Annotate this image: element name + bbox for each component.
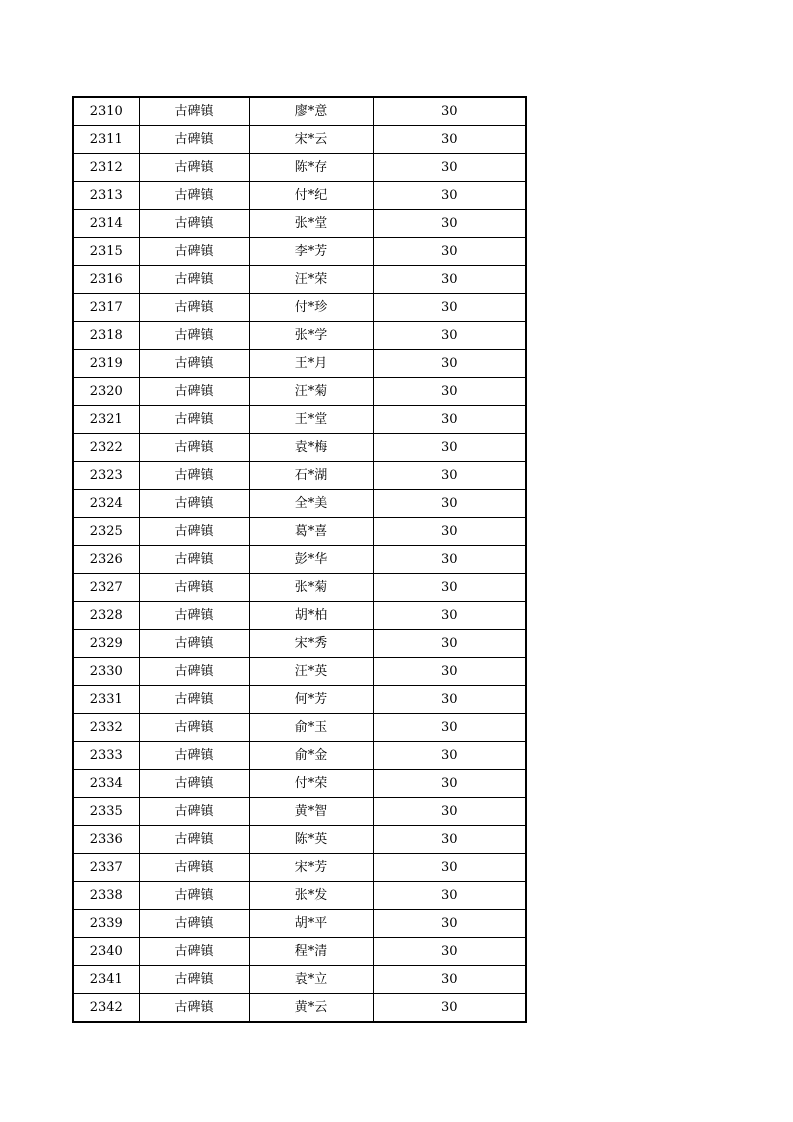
row-number-cell: 2312: [73, 154, 139, 182]
name-cell: 俞*玉: [249, 714, 373, 742]
row-number-cell: 2337: [73, 854, 139, 882]
table-row: [73, 854, 526, 882]
town-cell: 古碑镇: [139, 322, 249, 350]
amount-cell: 30: [373, 294, 526, 322]
amount-cell: 30: [373, 798, 526, 826]
table-row: [73, 126, 526, 154]
table-row: [73, 686, 526, 714]
row-number-cell: 2315: [73, 238, 139, 266]
amount-cell: 30: [373, 490, 526, 518]
town-cell: 古碑镇: [139, 210, 249, 238]
row-number-cell: 2342: [73, 994, 139, 1023]
row-number-cell: 2341: [73, 966, 139, 994]
name-cell: 张*堂: [249, 210, 373, 238]
name-cell: 宋*秀: [249, 630, 373, 658]
town-cell: 古碑镇: [139, 462, 249, 490]
name-cell: 袁*梅: [249, 434, 373, 462]
table-row: [73, 182, 526, 210]
name-cell: 张*学: [249, 322, 373, 350]
town-cell: 古碑镇: [139, 546, 249, 574]
row-number-cell: 2339: [73, 910, 139, 938]
town-cell: 古碑镇: [139, 994, 249, 1023]
name-cell: 胡*平: [249, 910, 373, 938]
table-row: [73, 294, 526, 322]
table-row: [73, 770, 526, 798]
amount-cell: 30: [373, 406, 526, 434]
table-row: [73, 798, 526, 826]
name-cell: 李*芳: [249, 238, 373, 266]
town-cell: 古碑镇: [139, 966, 249, 994]
name-cell: 黄*云: [249, 994, 373, 1023]
row-number-cell: 2323: [73, 462, 139, 490]
amount-cell: 30: [373, 546, 526, 574]
town-cell: 古碑镇: [139, 910, 249, 938]
amount-cell: 30: [373, 126, 526, 154]
name-cell: 廖*意: [249, 97, 373, 126]
name-cell: 宋*云: [249, 126, 373, 154]
name-cell: 葛*喜: [249, 518, 373, 546]
name-cell: 付*荣: [249, 770, 373, 798]
town-cell: 古碑镇: [139, 406, 249, 434]
amount-cell: 30: [373, 742, 526, 770]
table-row: [73, 406, 526, 434]
table-row: [73, 910, 526, 938]
name-cell: 张*发: [249, 882, 373, 910]
amount-cell: 30: [373, 210, 526, 238]
name-cell: 全*美: [249, 490, 373, 518]
town-cell: 古碑镇: [139, 490, 249, 518]
town-cell: 古碑镇: [139, 658, 249, 686]
table-row: [73, 658, 526, 686]
amount-cell: 30: [373, 854, 526, 882]
row-number-cell: 2330: [73, 658, 139, 686]
amount-cell: 30: [373, 602, 526, 630]
row-number-cell: 2325: [73, 518, 139, 546]
town-cell: 古碑镇: [139, 686, 249, 714]
row-number-cell: 2324: [73, 490, 139, 518]
town-cell: 古碑镇: [139, 630, 249, 658]
name-cell: 汪*荣: [249, 266, 373, 294]
table-row: [73, 574, 526, 602]
name-cell: 王*月: [249, 350, 373, 378]
name-cell: 黄*智: [249, 798, 373, 826]
row-number-cell: 2322: [73, 434, 139, 462]
name-cell: 陈*存: [249, 154, 373, 182]
town-cell: 古碑镇: [139, 798, 249, 826]
table-row: [73, 266, 526, 294]
name-cell: 汪*英: [249, 658, 373, 686]
row-number-cell: 2335: [73, 798, 139, 826]
name-cell: 胡*柏: [249, 602, 373, 630]
table-row: [73, 490, 526, 518]
town-cell: 古碑镇: [139, 770, 249, 798]
data-table: [72, 96, 527, 1023]
name-cell: 俞*金: [249, 742, 373, 770]
amount-cell: 30: [373, 238, 526, 266]
name-cell: 王*堂: [249, 406, 373, 434]
name-cell: 程*清: [249, 938, 373, 966]
amount-cell: 30: [373, 882, 526, 910]
row-number-cell: 2314: [73, 210, 139, 238]
table-row: [73, 994, 526, 1023]
table-row: [73, 714, 526, 742]
amount-cell: 30: [373, 434, 526, 462]
amount-cell: 30: [373, 322, 526, 350]
table-row: [73, 210, 526, 238]
amount-cell: 30: [373, 462, 526, 490]
row-number-cell: 2317: [73, 294, 139, 322]
town-cell: 古碑镇: [139, 154, 249, 182]
name-cell: 宋*芳: [249, 854, 373, 882]
table-row: [73, 602, 526, 630]
amount-cell: 30: [373, 714, 526, 742]
row-number-cell: 2310: [73, 97, 139, 126]
row-number-cell: 2340: [73, 938, 139, 966]
amount-cell: 30: [373, 966, 526, 994]
town-cell: 古碑镇: [139, 182, 249, 210]
row-number-cell: 2321: [73, 406, 139, 434]
amount-cell: 30: [373, 182, 526, 210]
table-row: [73, 966, 526, 994]
amount-cell: 30: [373, 770, 526, 798]
row-number-cell: 2318: [73, 322, 139, 350]
table-row: [73, 350, 526, 378]
name-cell: 付*纪: [249, 182, 373, 210]
amount-cell: 30: [373, 266, 526, 294]
name-cell: 彭*华: [249, 546, 373, 574]
amount-cell: 30: [373, 378, 526, 406]
row-number-cell: 2333: [73, 742, 139, 770]
amount-cell: 30: [373, 826, 526, 854]
table-row: [73, 938, 526, 966]
table-row: [73, 630, 526, 658]
amount-cell: 30: [373, 574, 526, 602]
table-row: [73, 462, 526, 490]
table-body: [73, 97, 526, 1022]
row-number-cell: 2329: [73, 630, 139, 658]
table-row: [73, 238, 526, 266]
town-cell: 古碑镇: [139, 826, 249, 854]
row-number-cell: 2328: [73, 602, 139, 630]
town-cell: 古碑镇: [139, 378, 249, 406]
row-number-cell: 2319: [73, 350, 139, 378]
row-number-cell: 2327: [73, 574, 139, 602]
amount-cell: 30: [373, 97, 526, 126]
table-row: [73, 826, 526, 854]
town-cell: 古碑镇: [139, 574, 249, 602]
town-cell: 古碑镇: [139, 434, 249, 462]
row-number-cell: 2326: [73, 546, 139, 574]
row-number-cell: 2334: [73, 770, 139, 798]
amount-cell: 30: [373, 994, 526, 1023]
town-cell: 古碑镇: [139, 854, 249, 882]
amount-cell: 30: [373, 658, 526, 686]
name-cell: 张*菊: [249, 574, 373, 602]
name-cell: 袁*立: [249, 966, 373, 994]
table-row: [73, 518, 526, 546]
name-cell: 何*芳: [249, 686, 373, 714]
table-row: [73, 742, 526, 770]
town-cell: 古碑镇: [139, 238, 249, 266]
name-cell: 陈*英: [249, 826, 373, 854]
town-cell: 古碑镇: [139, 518, 249, 546]
amount-cell: 30: [373, 938, 526, 966]
name-cell: 汪*菊: [249, 378, 373, 406]
town-cell: 古碑镇: [139, 126, 249, 154]
town-cell: 古碑镇: [139, 350, 249, 378]
row-number-cell: 2338: [73, 882, 139, 910]
town-cell: 古碑镇: [139, 97, 249, 126]
table-row: [73, 378, 526, 406]
table-row: [73, 97, 526, 126]
name-cell: 付*珍: [249, 294, 373, 322]
amount-cell: 30: [373, 350, 526, 378]
town-cell: 古碑镇: [139, 294, 249, 322]
town-cell: 古碑镇: [139, 938, 249, 966]
row-number-cell: 2336: [73, 826, 139, 854]
row-number-cell: 2320: [73, 378, 139, 406]
row-number-cell: 2332: [73, 714, 139, 742]
town-cell: 古碑镇: [139, 742, 249, 770]
amount-cell: 30: [373, 154, 526, 182]
amount-cell: 30: [373, 518, 526, 546]
table-row: [73, 546, 526, 574]
town-cell: 古碑镇: [139, 882, 249, 910]
town-cell: 古碑镇: [139, 602, 249, 630]
row-number-cell: 2313: [73, 182, 139, 210]
amount-cell: 30: [373, 686, 526, 714]
name-cell: 石*湖: [249, 462, 373, 490]
table-row: [73, 882, 526, 910]
town-cell: 古碑镇: [139, 266, 249, 294]
row-number-cell: 2331: [73, 686, 139, 714]
amount-cell: 30: [373, 910, 526, 938]
row-number-cell: 2311: [73, 126, 139, 154]
amount-cell: 30: [373, 630, 526, 658]
table-row: [73, 154, 526, 182]
town-cell: 古碑镇: [139, 714, 249, 742]
table-row: [73, 434, 526, 462]
table-row: [73, 322, 526, 350]
row-number-cell: 2316: [73, 266, 139, 294]
